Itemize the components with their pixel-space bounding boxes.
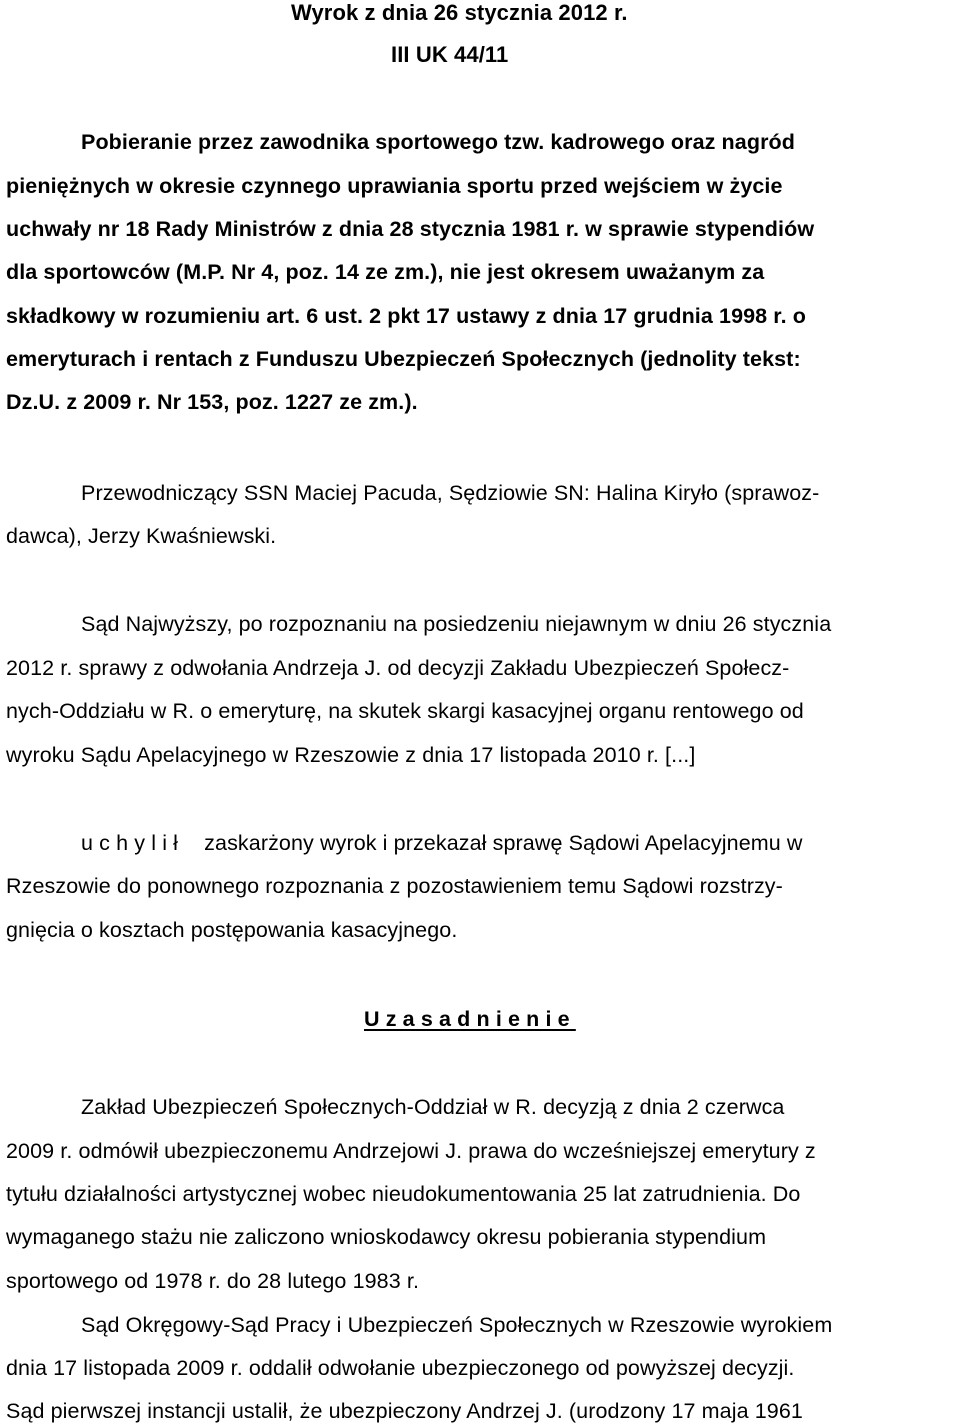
justification-line: tytułu działalności artystycznej wobec nieudokumentowania 25 lat zatrudnienia. Do [6, 1182, 801, 1206]
judgment-title: Wyrok z dnia 26 stycznia 2012 r. [291, 0, 628, 25]
intro-line: Sąd Najwyższy, po rozpoznaniu na posiedzeniu niejawnym w dniu 26 stycznia [81, 612, 832, 636]
thesis-line: Pobieranie przez zawodnika sportowego tzw. kadrowego oraz nagród [81, 130, 796, 154]
justification-line: wymaganego stażu nie zaliczono wnioskodawcy okresu pobierania stypendium [6, 1225, 767, 1249]
justification-line: Zakład Ubezpieczeń Społecznych-Oddział w R. decyzją z dnia 2 czerwca [81, 1095, 785, 1119]
composition-line: dawca), Jerzy Kwaśniewski. [6, 524, 277, 548]
justification-line: 2009 r. odmówił ubezpieczonemu Andrzejowi J. prawa do wcześniejszej emerytury z [6, 1139, 816, 1163]
intro-line: wyroku Sądu Apelacyjnego w Rzeszowie z dnia 17 listopada 2010 r. [...] [6, 743, 696, 767]
thesis-line: emeryturach i rentach z Funduszu Ubezpieczeń Społecznych (jednolity tekst: [6, 347, 801, 371]
thesis-line: składkowy w rozumieniu art. 6 ust. 2 pkt 17 ustawy z dnia 17 grudnia 1998 r. o [6, 304, 806, 328]
ruling-line: gnięcia o kosztach postępowania kasacyjnego. [6, 918, 458, 942]
justification-line: dnia 17 listopada 2009 r. oddalił odwołanie ubezpieczonego od powyższej decyzji. [6, 1356, 795, 1380]
ruling-line: Rzeszowie do ponownego rozpoznania z pozostawieniem temu Sądowi rozstrzy- [6, 874, 783, 898]
justification-line: sportowego od 1978 r. do 28 lutego 1983 r. [6, 1269, 420, 1293]
justification-line: Sąd Okręgowy-Sąd Pracy i Ubezpieczeń Społecznych w Rzeszowie wyrokiem [81, 1313, 833, 1337]
ruling-first-line [81, 828, 803, 858]
case-number: III UK 44/11 [391, 42, 509, 67]
ruling-text: zaskarżony wyrok i przekazał sprawę Sądowi Apelacyjnemu w [204, 831, 803, 855]
intro-line: nych-Oddziału w R. o emeryturę, na skutek skargi kasacyjnej organu rentowego od [6, 699, 804, 723]
intro-line: 2012 r. sprawy z odwołania Andrzeja J. od decyzji Zakładu Ubezpieczeń Społecz- [6, 656, 790, 680]
thesis-line: pieniężnych w okresie czynnego uprawiania sportu przed wejściem w życie [6, 174, 783, 198]
composition-line: Przewodniczący SSN Maciej Pacuda, Sędziowie SN: Halina Kiryło (sprawoz- [81, 481, 820, 505]
justification-heading: Uzasadnienie [364, 1007, 576, 1031]
thesis-line: dla sportowców (M.P. Nr 4, poz. 14 ze zm.), nie jest okresem uważanym za [6, 260, 765, 284]
thesis-line: uchwały nr 18 Rady Ministrów z dnia 28 stycznia 1981 r. w sprawie stypendiów [6, 217, 815, 241]
justification-line: Sąd pierwszej instancji ustalił, że ubezpieczony Andrzej J. (urodzony 17 maja 1961 [6, 1399, 803, 1423]
ruling-keyword: uchylił [81, 831, 185, 855]
thesis-line: Dz.U. z 2009 r. Nr 153, poz. 1227 ze zm.). [6, 390, 418, 414]
